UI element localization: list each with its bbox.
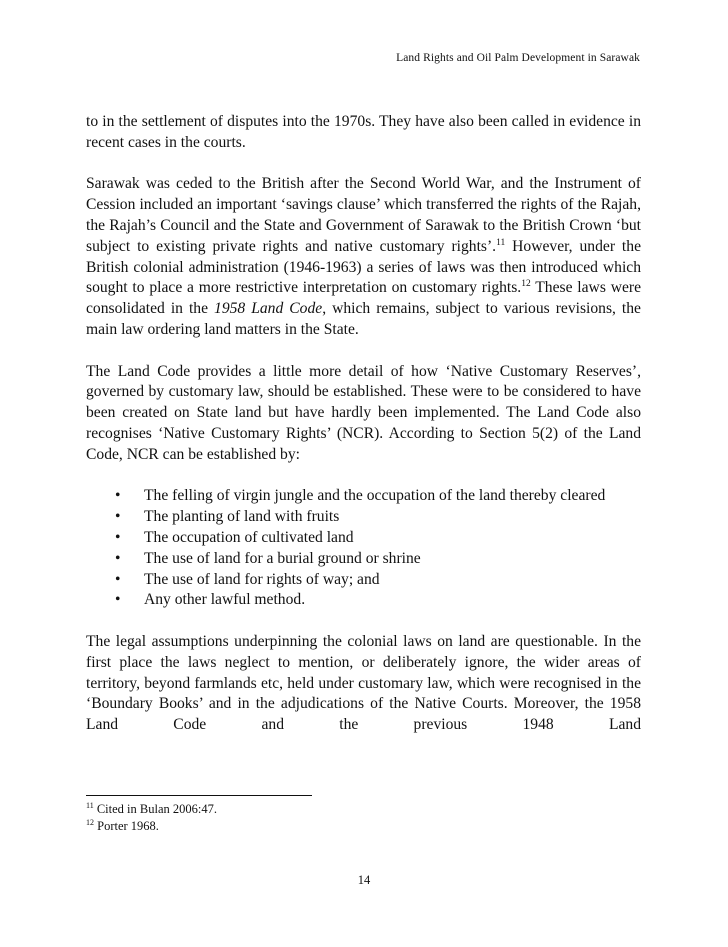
- footnote-12: [86, 818, 217, 835]
- bullet-icon: •: [115, 508, 121, 526]
- land-code-title: 1958 Land Code: [214, 300, 323, 318]
- footnote-text: Cited in Bulan 2006:47.: [93, 802, 217, 816]
- page-number: [0, 873, 728, 888]
- paragraph-2: [86, 174, 641, 340]
- list-item: [86, 590, 641, 611]
- page-number-text: 14: [357, 873, 371, 887]
- footnotes: [86, 801, 217, 835]
- body-text: [86, 112, 641, 736]
- paragraph-4: The legal assumptions underpinning the colonial laws on land are questionable. In the first place the laws neglect to mention, or deliberately ignore, the wider areas of territory, beyond farmlands etc, held under customary law, which were recognised in the ‘Boundary Books’ and in the adjudications of the Native Courts. Moreover, the 1958 Land Code and the previous 1948 Land: [86, 632, 641, 734]
- footnote-number: 11: [86, 801, 94, 810]
- list-item: [86, 528, 641, 549]
- footnote-11: [86, 801, 217, 818]
- footnote-ref-11[interactable]: 11: [496, 237, 506, 248]
- list-item-text: The felling of virgin jungle and the occupation of the land thereby cleared: [144, 487, 606, 505]
- list-item: [86, 486, 641, 507]
- list-item-text: The use of land for rights of way; and: [144, 570, 380, 588]
- footnote-number: 12: [86, 818, 94, 827]
- paragraph-2-part-a: Sarawak was ceded to the British after the Second World War, and the Instrument of Cession included an important ‘savings clause’ which transferred the rights of the Rajah, the Rajah’s Council and the State and Government of Sarawak to the British Crown ‘but subject to existing private rights and native customary rights’.: [86, 175, 641, 255]
- list-item-text: The planting of land with fruits: [144, 508, 340, 526]
- paragraph-2-part-b: However, under the British colonial administration (1946-1963) a series of laws was then introduced which sought to place a more restrictive interpretation on customary rights.: [86, 237, 641, 297]
- list-item: [86, 507, 641, 528]
- bullet-icon: •: [115, 570, 121, 588]
- running-header: Land Rights and Oil Palm Development in Sarawak: [396, 52, 640, 64]
- bullet-icon: •: [115, 591, 121, 609]
- footnote-ref-12[interactable]: 12: [521, 279, 531, 290]
- paragraph-3: The Land Code provides a little more detail of how ‘Native Customary Reserves’, governed by customary law, should be established. These were to be considered to have been created on State land but have hardly been implemented. The Land Code also recognises ‘Native Customary Rights’ (NCR). According to Section 5(2) of the Land Code, NCR can be established by:: [86, 362, 641, 463]
- bullet-icon: •: [115, 528, 121, 546]
- list-item-text: The occupation of cultivated land: [144, 528, 354, 546]
- list-item-text: The use of land for a burial ground or shrine: [144, 549, 421, 567]
- list-item-text: Any other lawful method.: [144, 591, 306, 609]
- footnote-text: Porter 1968.: [94, 819, 159, 833]
- paragraph-1: to in the settlement of disputes into the 1970s. They have also been called in evidence in recent cases in the courts.: [86, 113, 641, 151]
- list-item: [86, 570, 641, 591]
- list-item: [86, 549, 641, 570]
- paragraph-2-part-c: These laws were consolidated in the: [86, 279, 641, 318]
- footnote-divider: [86, 795, 312, 796]
- ncr-methods-list: [86, 486, 641, 611]
- bullet-icon: •: [115, 487, 121, 505]
- bullet-icon: •: [115, 549, 121, 567]
- paragraph-2-part-d: , which remains, subject to various revisions, the main law ordering land matters in the State.: [86, 300, 641, 338]
